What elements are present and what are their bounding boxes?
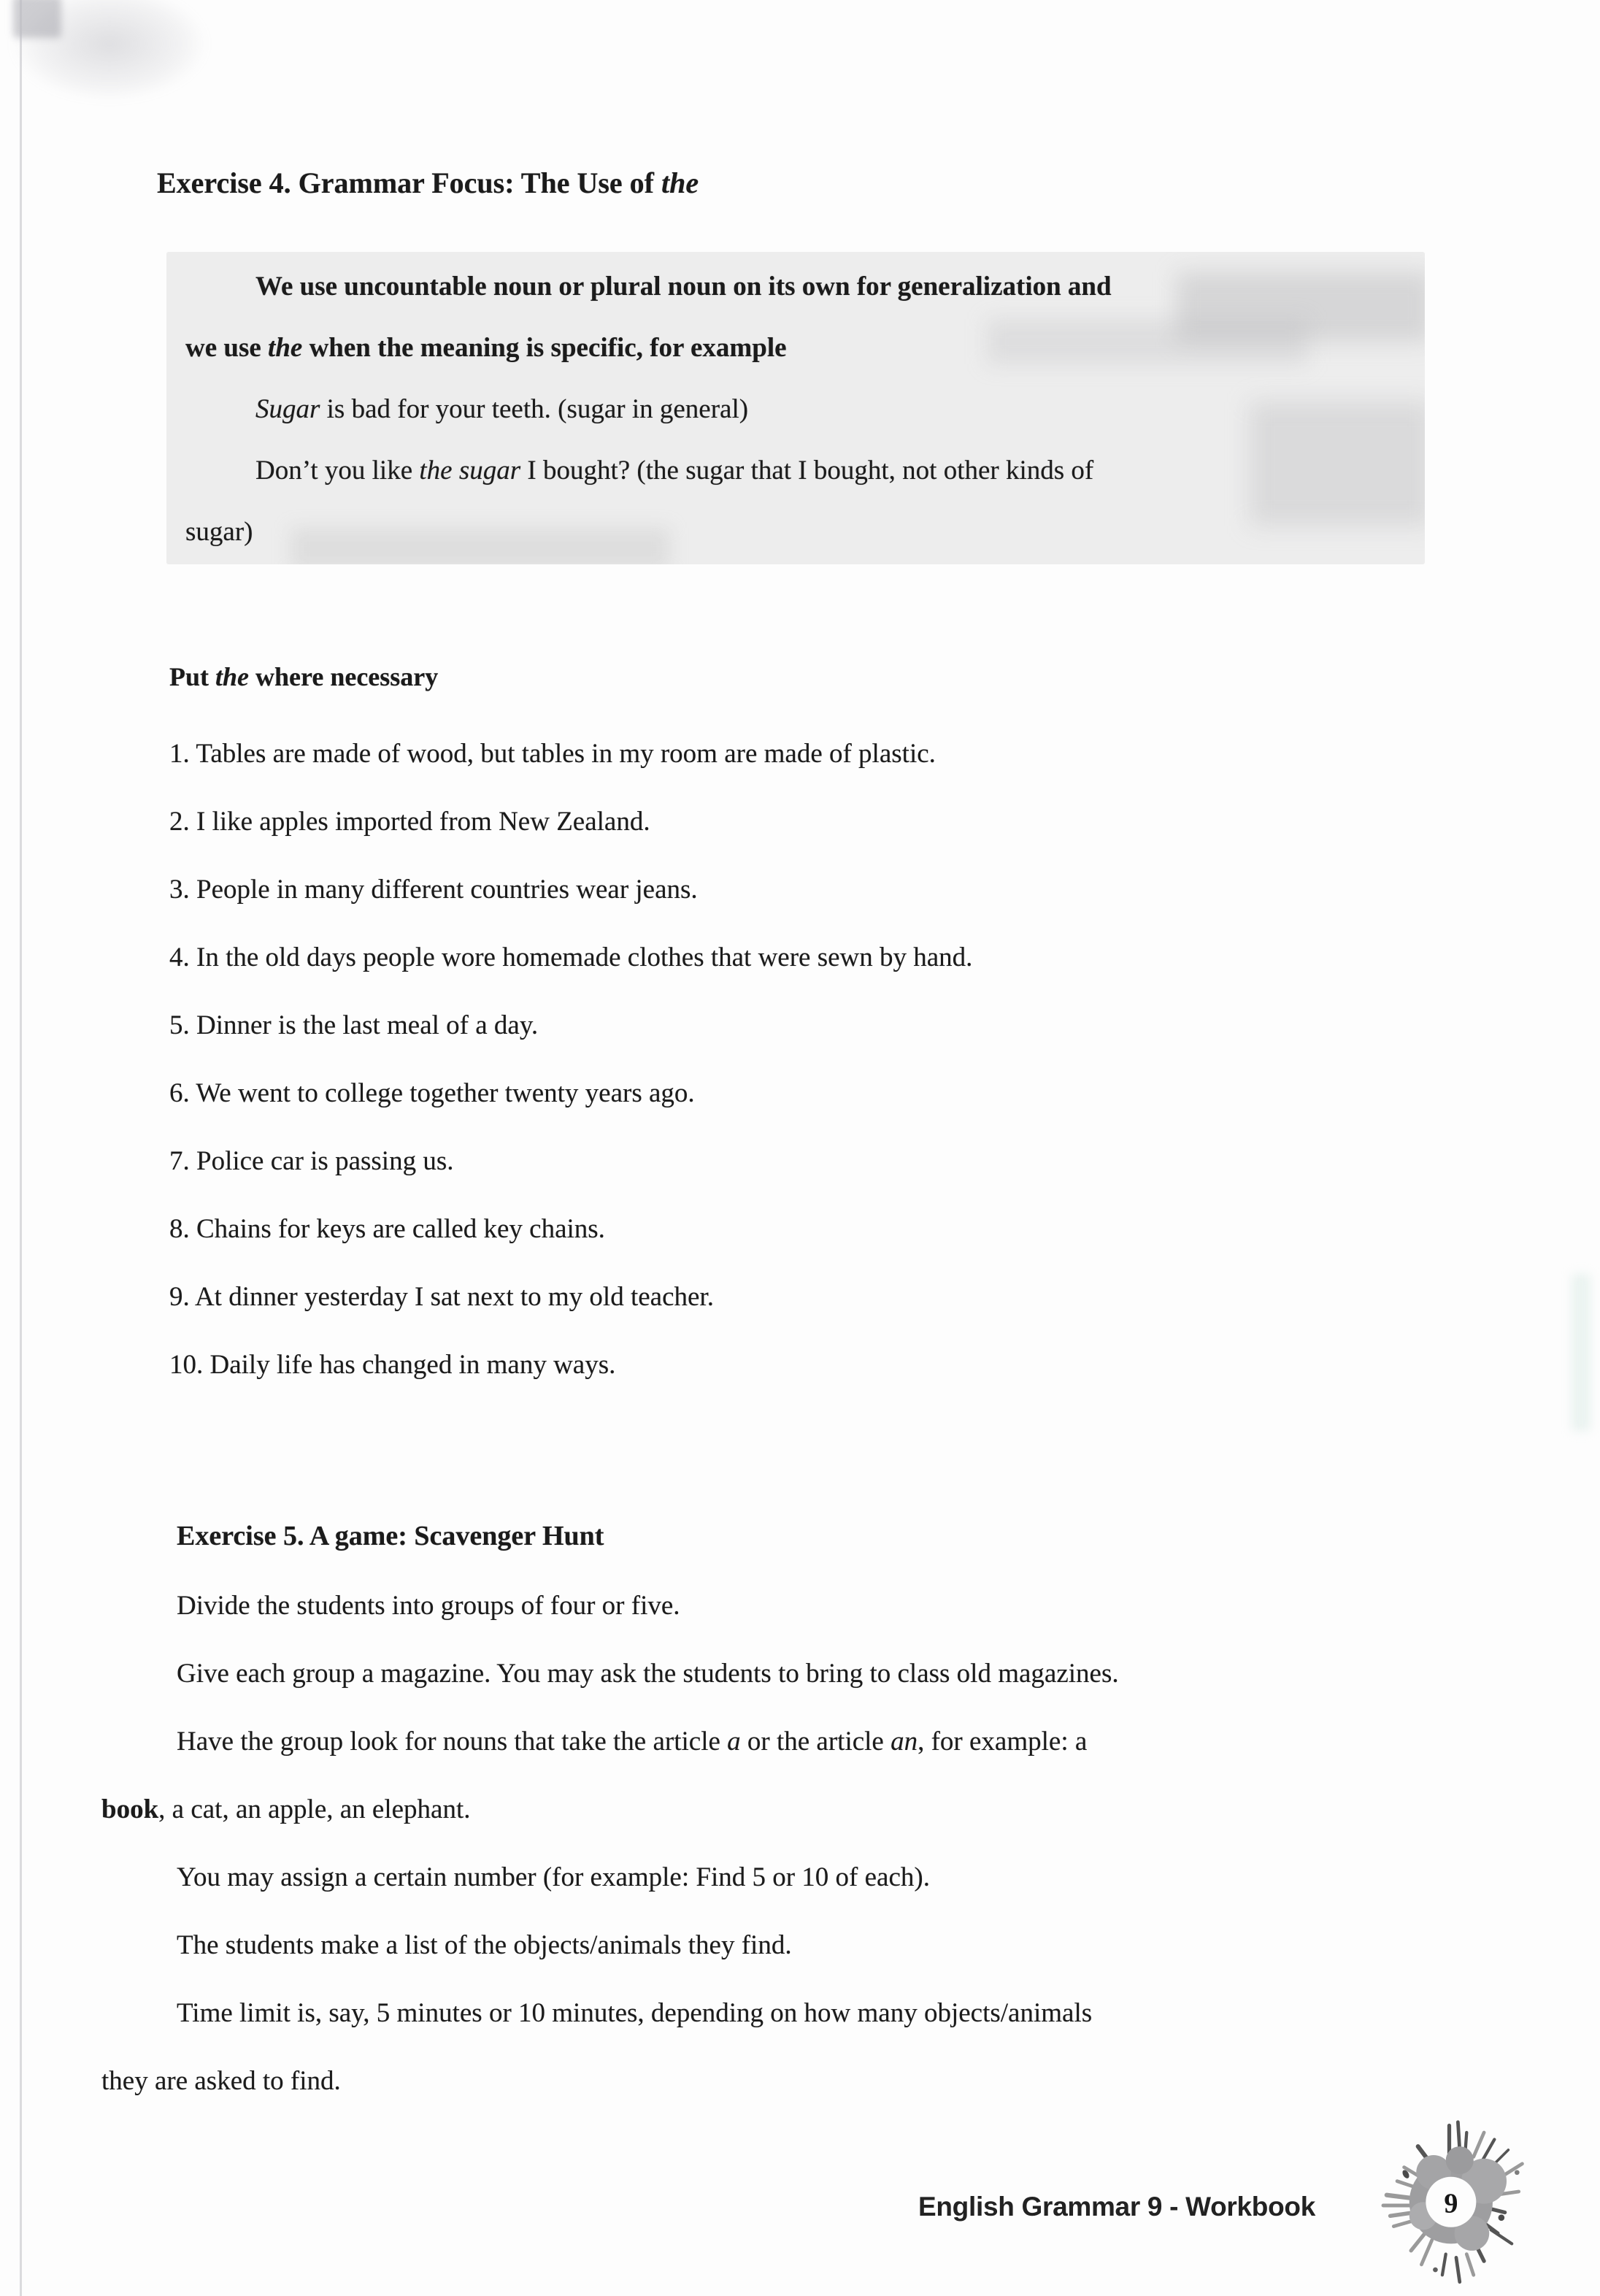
footer-book-title: English Grammar 9 - Workbook xyxy=(918,2192,1315,2222)
exercise4-title-text: Exercise 4. Grammar Focus: The Use of xyxy=(157,166,661,199)
scan-streak xyxy=(1572,1274,1591,1431)
list-item: 6. We went to college together twenty years ago. xyxy=(169,1078,695,1108)
paragraph-continuation: they are asked to find. xyxy=(101,2066,341,2096)
example-line-3 xyxy=(185,502,1404,563)
paragraph-text: , a cat, an apple, an elephant. xyxy=(158,1794,471,1824)
example-word-italic: Sugar xyxy=(255,394,320,424)
instruction-text: where necessary xyxy=(249,662,439,691)
rule-text: we use xyxy=(185,333,269,363)
paragraph xyxy=(101,1708,1520,1775)
rule-text: when the meaning is specific, for example xyxy=(302,333,787,363)
paragraph-text: , for example: a xyxy=(918,1727,1088,1756)
rule-text: We use uncountable noun or plural noun on its own for generalization and xyxy=(255,272,1112,302)
example-text: I bought? (the sugar that I bought, not other kinds of xyxy=(520,456,1094,485)
ink-splat-icon xyxy=(1369,2114,1543,2296)
ink-splat-logo xyxy=(1369,2114,1543,2296)
example-text: Don’t you like xyxy=(255,456,420,485)
article-an-italic: an xyxy=(891,1727,918,1756)
paragraph-continuation xyxy=(101,1775,1520,1843)
paragraph-text: Have the group look for nouns that take the article xyxy=(177,1727,728,1756)
paragraph: You may assign a certain number (for example: Find 5 or 10 of each). xyxy=(177,1862,930,1892)
grammar-rule-box xyxy=(166,252,1425,564)
exercise4-title-the: the xyxy=(661,166,699,199)
instruction-text: Put xyxy=(169,662,215,691)
exercise5-instructions xyxy=(101,1572,1520,2115)
paragraph: Give each group a magazine. You may ask the students to bring to class old magazines. xyxy=(177,1659,1119,1689)
paragraph-text: or the article xyxy=(740,1727,891,1756)
list-item: 4. In the old days people wore homemade clothes that were sewn by hand. xyxy=(169,942,973,972)
example-line-1 xyxy=(185,379,1404,440)
instruction-heading xyxy=(169,661,438,692)
paragraph: Time limit is, say, 5 minutes or 10 minutes, depending on how many objects/animals xyxy=(177,1998,1093,2028)
paragraph: Divide the students into groups of four or five. xyxy=(177,1591,680,1621)
scan-fold-line xyxy=(20,0,22,2296)
example-word-italic: the sugar xyxy=(419,456,521,485)
instruction-the-italic: the xyxy=(215,662,250,691)
word-book-bold: book xyxy=(101,1794,159,1824)
list-item: 8. Chains for keys are called key chains. xyxy=(169,1214,605,1244)
rule-line-2 xyxy=(185,318,1404,379)
rule-line-1 xyxy=(185,256,1404,318)
example-text: is bad for your teeth. (sugar in general) xyxy=(320,394,749,424)
article-a-italic: a xyxy=(727,1727,741,1756)
example-text: sugar) xyxy=(185,517,253,547)
example-line-2 xyxy=(185,440,1404,502)
paragraph: The students make a list of the objects/animals they find. xyxy=(177,1930,792,1960)
exercise5-title: Exercise 5. A game: Scavenger Hunt xyxy=(177,1520,604,1551)
list-item: 2. I like apples imported from New Zealand. xyxy=(169,807,650,837)
list-item: 9. At dinner yesterday I sat next to my old teacher. xyxy=(169,1282,714,1312)
rule-text-italic: the xyxy=(268,333,303,363)
list-item: 1. Tables are made of wood, but tables in my room are made of plastic. xyxy=(169,739,936,769)
list-item: 7. Police car is passing us. xyxy=(169,1146,454,1176)
list-item: 3. People in many different countries wear jeans. xyxy=(169,875,698,905)
list-item: 10. Daily life has changed in many ways. xyxy=(169,1350,616,1380)
list-item: 5. Dinner is the last meal of a day. xyxy=(169,1010,539,1040)
exercise4-title xyxy=(157,166,699,200)
exercise4-sentence-list xyxy=(169,720,1498,1399)
footer-page-number: 9 xyxy=(1444,2188,1458,2219)
